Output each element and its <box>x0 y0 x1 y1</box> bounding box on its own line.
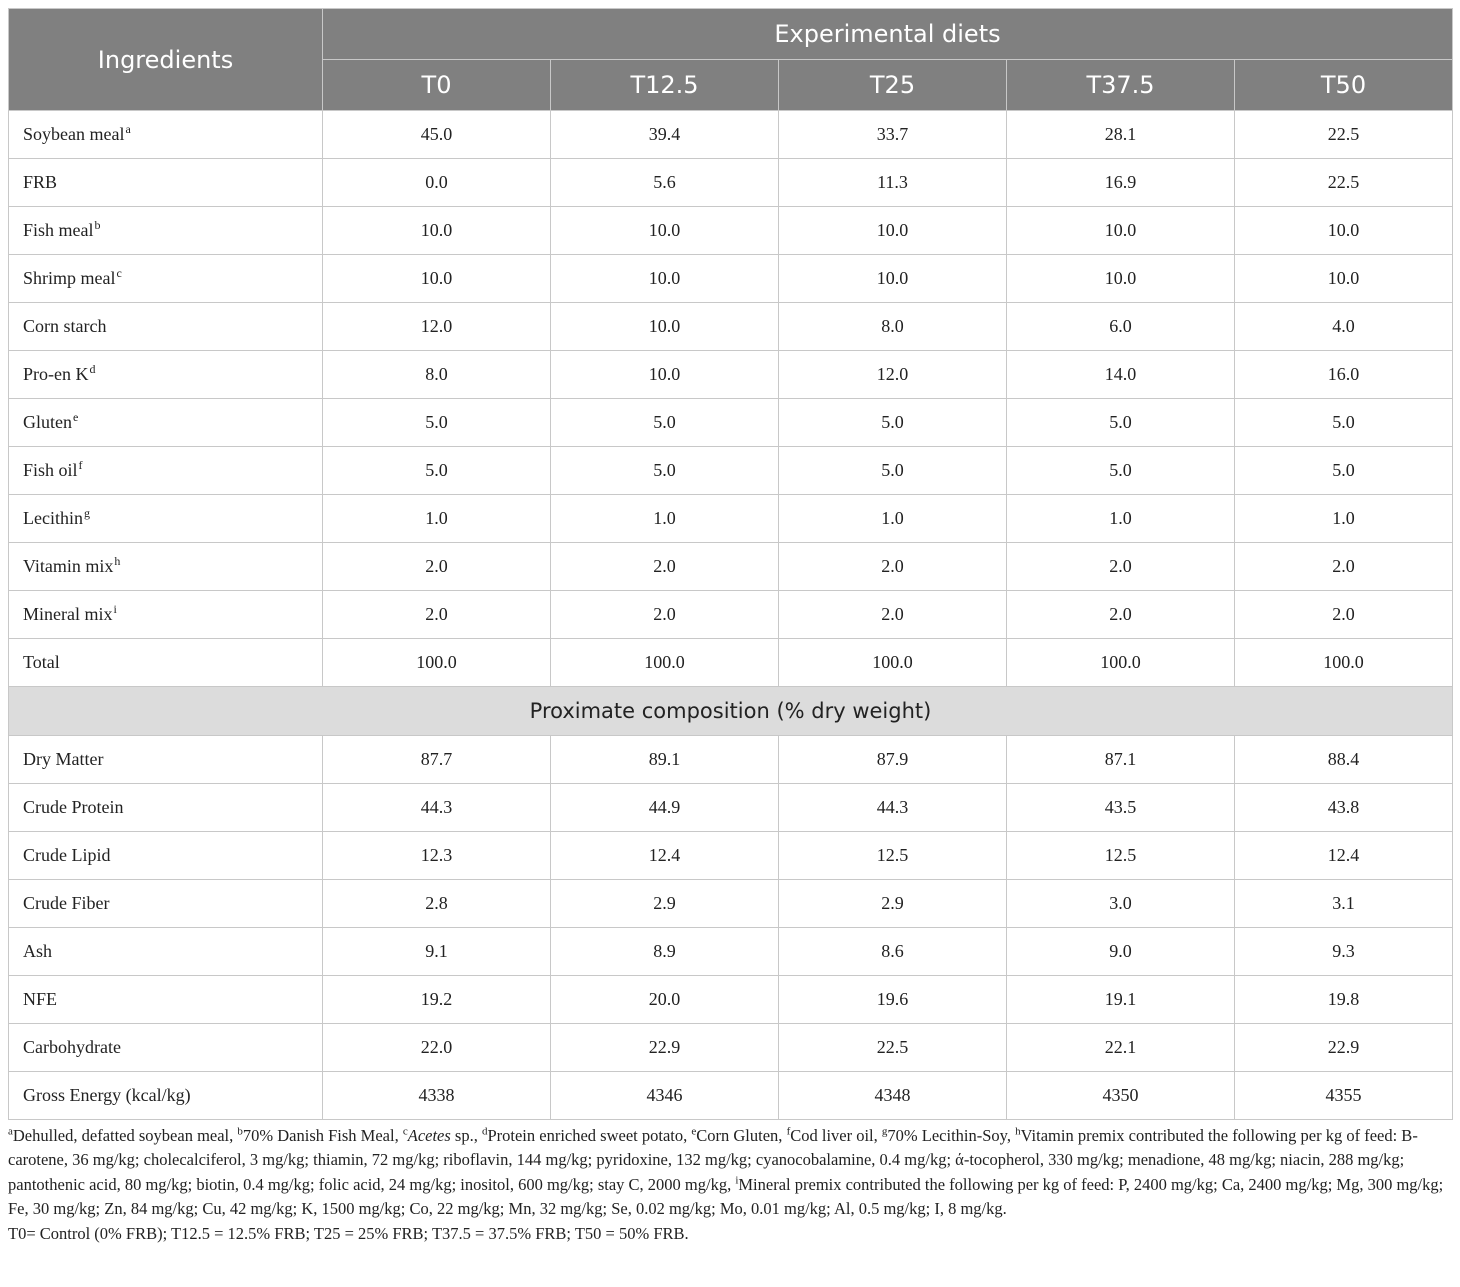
value-cell: 33.7 <box>779 111 1007 159</box>
value-cell: 44.9 <box>551 784 779 832</box>
experimental-diets-header: Experimental diets <box>323 9 1453 60</box>
value-cell: 12.4 <box>551 832 779 880</box>
value-cell: 22.5 <box>1235 159 1453 207</box>
ingredients-header: Ingredients <box>9 9 323 111</box>
ingredients-section <box>9 111 1453 687</box>
table-row <box>9 351 1453 399</box>
diet-composition-table <box>8 8 1453 1120</box>
row-label-text: NFE <box>23 989 58 1009</box>
value-cell: 43.5 <box>1007 784 1235 832</box>
footnote-marker: g <box>881 1125 888 1138</box>
value-cell: 10.0 <box>1235 255 1453 303</box>
footnote-marker: d <box>481 1125 488 1138</box>
value-cell: 5.0 <box>323 399 551 447</box>
row-label-text: Corn starch <box>23 316 107 336</box>
row-label <box>9 832 323 880</box>
value-cell: 100.0 <box>551 639 779 687</box>
row-label <box>9 1024 323 1072</box>
row-label-text: Soybean meal <box>23 124 125 144</box>
table-row <box>9 784 1453 832</box>
table-row <box>9 543 1453 591</box>
table-row <box>9 1024 1453 1072</box>
value-cell: 5.0 <box>1235 447 1453 495</box>
value-cell: 8.0 <box>323 351 551 399</box>
table-row <box>9 255 1453 303</box>
value-cell: 4355 <box>1235 1072 1453 1120</box>
value-cell: 2.0 <box>323 591 551 639</box>
value-cell: 10.0 <box>779 255 1007 303</box>
value-cell: 5.0 <box>1007 447 1235 495</box>
value-cell: 12.3 <box>323 832 551 880</box>
table-row <box>9 639 1453 687</box>
value-cell: 100.0 <box>1007 639 1235 687</box>
row-label <box>9 639 323 687</box>
value-cell: 4.0 <box>1235 303 1453 351</box>
value-cell: 4346 <box>551 1072 779 1120</box>
value-cell: 5.0 <box>779 399 1007 447</box>
value-cell: 2.0 <box>1007 591 1235 639</box>
value-cell: 12.0 <box>779 351 1007 399</box>
value-cell: 44.3 <box>323 784 551 832</box>
proximate-section-header <box>9 687 1453 736</box>
proximate-composition-title: Proximate composition (% dry weight) <box>9 687 1453 736</box>
value-cell: 19.1 <box>1007 976 1235 1024</box>
value-cell: 10.0 <box>323 255 551 303</box>
value-cell: 16.9 <box>1007 159 1235 207</box>
value-cell: 4348 <box>779 1072 1007 1120</box>
row-label-text: Lecithin <box>23 508 83 528</box>
value-cell: 43.8 <box>1235 784 1453 832</box>
value-cell: 10.0 <box>551 303 779 351</box>
table-row <box>9 447 1453 495</box>
footnote-marker: h <box>1015 1125 1021 1138</box>
footnote-marker: f <box>786 1125 791 1138</box>
row-label-text: FRB <box>23 172 58 192</box>
value-cell: 10.0 <box>779 207 1007 255</box>
table-row <box>9 303 1453 351</box>
value-cell: 39.4 <box>551 111 779 159</box>
value-cell: 22.5 <box>1235 111 1453 159</box>
footnote-marker: e <box>691 1125 697 1138</box>
table-row <box>9 832 1453 880</box>
value-cell: 2.0 <box>779 591 1007 639</box>
row-label <box>9 1072 323 1120</box>
footnote-marker: b <box>94 218 101 232</box>
value-cell: 87.1 <box>1007 736 1235 784</box>
value-cell: 10.0 <box>323 207 551 255</box>
footnote-c: sp., <box>450 1126 482 1145</box>
row-label <box>9 928 323 976</box>
value-cell: 10.0 <box>1007 207 1235 255</box>
row-label <box>9 159 323 207</box>
row-label-text: Gross Energy (kcal/kg) <box>23 1085 191 1105</box>
value-cell: 22.9 <box>551 1024 779 1072</box>
row-label-text: Total <box>23 652 60 672</box>
value-cell: 12.5 <box>779 832 1007 880</box>
footnote-d: Protein enriched sweet potato, <box>487 1126 692 1145</box>
value-cell: 19.8 <box>1235 976 1453 1024</box>
row-label <box>9 784 323 832</box>
footnote-marker: i <box>735 1174 739 1187</box>
value-cell: 22.5 <box>779 1024 1007 1072</box>
value-cell: 5.0 <box>551 399 779 447</box>
table-row <box>9 159 1453 207</box>
value-cell: 22.9 <box>1235 1024 1453 1072</box>
footnote-marker: c <box>402 1125 408 1138</box>
value-cell: 4350 <box>1007 1072 1235 1120</box>
row-label-text: Vitamin mix <box>23 556 114 576</box>
value-cell: 16.0 <box>1235 351 1453 399</box>
row-label-text: Shrimp meal <box>23 268 116 288</box>
value-cell: 12.4 <box>1235 832 1453 880</box>
value-cell: 10.0 <box>1007 255 1235 303</box>
value-cell: 1.0 <box>1007 495 1235 543</box>
value-cell: 100.0 <box>779 639 1007 687</box>
value-cell: 5.0 <box>551 447 779 495</box>
row-label <box>9 399 323 447</box>
diet-column-header: T25 <box>779 60 1007 111</box>
value-cell: 19.6 <box>779 976 1007 1024</box>
row-label <box>9 255 323 303</box>
value-cell: 2.0 <box>551 591 779 639</box>
row-label <box>9 736 323 784</box>
value-cell: 2.0 <box>1235 543 1453 591</box>
value-cell: 5.0 <box>1007 399 1235 447</box>
row-label <box>9 591 323 639</box>
table-footnotes <box>8 1124 1452 1246</box>
value-cell: 9.0 <box>1007 928 1235 976</box>
value-cell: 100.0 <box>1235 639 1453 687</box>
value-cell: 10.0 <box>551 351 779 399</box>
footnote-g: 70% Lecithin-Soy, <box>887 1126 1016 1145</box>
value-cell: 20.0 <box>551 976 779 1024</box>
diet-table-container <box>8 8 1452 1246</box>
table-row <box>9 736 1453 784</box>
value-cell: 5.6 <box>551 159 779 207</box>
footnote-i: Mineral premix contributed the following per kg of feed: P, 2400 mg/kg; Ca, 2400 mg/kg; Mg, 300 mg/kg; Fe, 30 mg/kg; Zn, 84 mg/kg; Cu, 42 mg/kg; K, 1500 mg/kg; Co, 22 mg/kg; Mn, 32 mg/kg; Se, 0.02 mg/kg; Mo, 0.01 mg/kg; Al, 0.5 mg/kg; I, 8 mg/kg. <box>8 1174 1444 1219</box>
footnote-marker: f <box>78 458 83 472</box>
footnote-a: Dehulled, defatted soybean meal, <box>12 1126 238 1145</box>
value-cell: 4338 <box>323 1072 551 1120</box>
value-cell: 2.0 <box>779 543 1007 591</box>
footnote-e: Corn Gluten, <box>696 1126 787 1145</box>
diet-column-header: T50 <box>1235 60 1453 111</box>
diet-column-header: T12.5 <box>551 60 779 111</box>
table-header <box>9 9 1453 111</box>
value-cell: 2.0 <box>323 543 551 591</box>
footnote-h: Vitamin premix contributed the following per kg of feed: B-carotene, 36 mg/kg; cholecalciferol, 3 mg/kg; thiamin, 72 mg/kg; riboflavin, 144 mg/kg; pyridoxine, 132 mg/kg; cyanocobalamine, 0.4 mg/kg; ά-tocopherol, 330 mg/kg; menadione, 48 mg/kg; niacin, 288 mg/kg; pantothenic acid, 80 mg/kg; biotin, 0.4 mg/kg; folic acid, 24 mg/kg; inositol, 600 mg/kg; stay C, 2000 mg/kg, <box>8 1126 1418 1194</box>
value-cell: 45.0 <box>323 111 551 159</box>
row-label <box>9 880 323 928</box>
value-cell: 87.9 <box>779 736 1007 784</box>
row-label-text: Ash <box>23 941 53 961</box>
row-label-text: Crude Protein <box>23 797 124 817</box>
row-label <box>9 351 323 399</box>
table-row <box>9 399 1453 447</box>
value-cell: 100.0 <box>323 639 551 687</box>
footnote-marker: c <box>116 266 122 280</box>
row-label <box>9 447 323 495</box>
row-label <box>9 111 323 159</box>
value-cell: 10.0 <box>1235 207 1453 255</box>
value-cell: 22.0 <box>323 1024 551 1072</box>
value-cell: 8.0 <box>779 303 1007 351</box>
value-cell: 2.0 <box>1235 591 1453 639</box>
diet-column-header: T0 <box>323 60 551 111</box>
value-cell: 10.0 <box>551 207 779 255</box>
footnote-marker: g <box>83 506 90 520</box>
footnote-c-genus: Acetes <box>407 1126 451 1145</box>
value-cell: 19.2 <box>323 976 551 1024</box>
value-cell: 14.0 <box>1007 351 1235 399</box>
value-cell: 6.0 <box>1007 303 1235 351</box>
row-label-text: Fish oil <box>23 460 78 480</box>
diet-legend: T0= Control (0% FRB); T12.5 = 12.5% FRB; T25 = 25% FRB; T37.5 = 37.5% FRB; T50 = 50% FRB. <box>8 1223 689 1243</box>
row-label-text: Fish meal <box>23 220 94 240</box>
value-cell: 10.0 <box>551 255 779 303</box>
value-cell: 3.0 <box>1007 880 1235 928</box>
value-cell: 28.1 <box>1007 111 1235 159</box>
table-row <box>9 928 1453 976</box>
value-cell: 0.0 <box>323 159 551 207</box>
value-cell: 8.6 <box>779 928 1007 976</box>
table-row <box>9 591 1453 639</box>
footnote-marker: d <box>89 362 96 376</box>
footnote-marker: b <box>237 1125 243 1138</box>
value-cell: 9.1 <box>323 928 551 976</box>
table-row <box>9 111 1453 159</box>
table-row <box>9 1072 1453 1120</box>
value-cell: 2.8 <box>323 880 551 928</box>
value-cell: 8.9 <box>551 928 779 976</box>
table-row <box>9 880 1453 928</box>
footnote-marker: a <box>125 122 131 136</box>
value-cell: 11.3 <box>779 159 1007 207</box>
row-label <box>9 976 323 1024</box>
row-label-text: Pro-en K <box>23 364 89 384</box>
value-cell: 2.9 <box>551 880 779 928</box>
footnote-marker: i <box>113 602 117 616</box>
value-cell: 12.0 <box>323 303 551 351</box>
value-cell: 1.0 <box>779 495 1007 543</box>
value-cell: 44.3 <box>779 784 1007 832</box>
diet-column-header: T37.5 <box>1007 60 1235 111</box>
footnote-marker: e <box>73 410 79 424</box>
value-cell: 1.0 <box>323 495 551 543</box>
value-cell: 87.7 <box>323 736 551 784</box>
value-cell: 5.0 <box>323 447 551 495</box>
table-row <box>9 495 1453 543</box>
value-cell: 2.0 <box>551 543 779 591</box>
value-cell: 12.5 <box>1007 832 1235 880</box>
row-label <box>9 495 323 543</box>
footnote-marker: a <box>8 1125 13 1138</box>
footnote-f: Cod liver oil, <box>790 1126 882 1145</box>
footnote-marker: h <box>114 554 121 568</box>
table-row <box>9 976 1453 1024</box>
value-cell: 89.1 <box>551 736 779 784</box>
row-label-text: Mineral mix <box>23 604 113 624</box>
value-cell: 5.0 <box>779 447 1007 495</box>
value-cell: 5.0 <box>1235 399 1453 447</box>
row-label-text: Crude Fiber <box>23 893 110 913</box>
row-label-text: Crude Lipid <box>23 845 111 865</box>
value-cell: 1.0 <box>551 495 779 543</box>
value-cell: 22.1 <box>1007 1024 1235 1072</box>
value-cell: 2.0 <box>1007 543 1235 591</box>
value-cell: 1.0 <box>1235 495 1453 543</box>
row-label <box>9 207 323 255</box>
row-label <box>9 543 323 591</box>
value-cell: 9.3 <box>1235 928 1453 976</box>
row-label-text: Gluten <box>23 412 72 432</box>
row-label <box>9 303 323 351</box>
value-cell: 88.4 <box>1235 736 1453 784</box>
row-label-text: Carbohydrate <box>23 1037 121 1057</box>
footnote-b: 70% Danish Fish Meal, <box>242 1126 403 1145</box>
value-cell: 2.9 <box>779 880 1007 928</box>
value-cell: 3.1 <box>1235 880 1453 928</box>
row-label-text: Dry Matter <box>23 749 104 769</box>
table-row <box>9 207 1453 255</box>
proximate-section <box>9 736 1453 1120</box>
